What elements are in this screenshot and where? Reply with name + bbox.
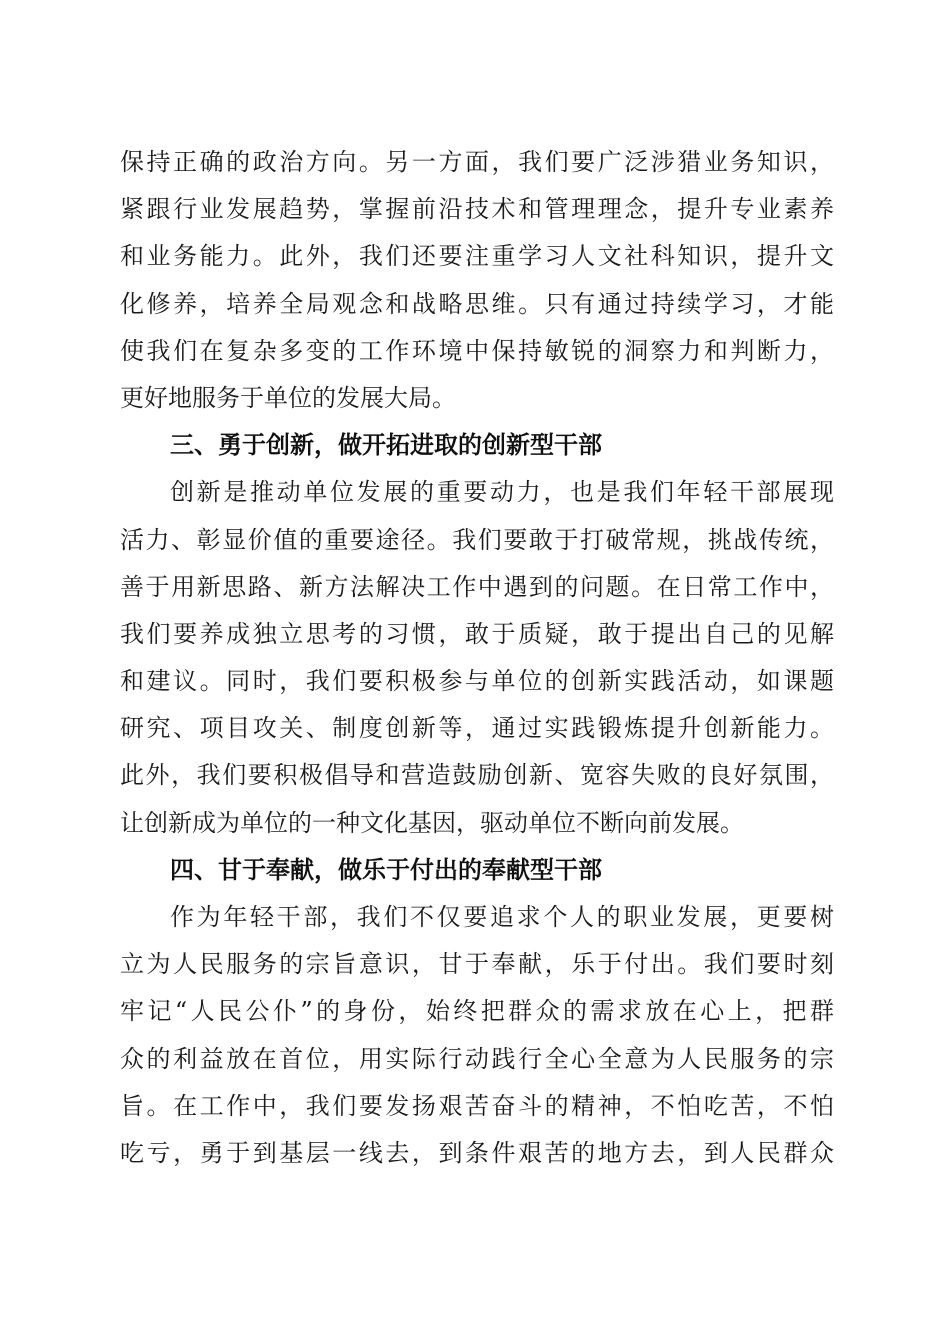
paragraph-line: 此外，我们要积极倡导和营造鼓励创新、宽容失败的良好氛围， [120,761,834,790]
paragraph-line: 立为人民服务的宗旨意识，甘于奉献，乐于付出。我们要时刻 [120,950,834,979]
paragraph-line: 牢记“人民公仆”的身份，始终把群众的需求放在心上，把群 [120,997,834,1026]
paragraph-line: 和建议。同时，我们要积极参与单位的创新实践活动，如课题 [120,667,834,696]
paragraph [120,139,834,422]
paragraph-line: 和业务能力。此外，我们还要注重学习人文社科知识，提升文 [120,242,834,271]
paragraph-line: 旨。在工作中，我们要发扬艰苦奋斗的精神，不怕吃苦，不怕 [120,1091,834,1120]
paragraph [120,894,834,1177]
paragraph-line: 使我们在复杂多变的工作环境中保持敏锐的洞察力和判断力， [120,336,834,365]
paragraph-line: 更好地服务于单位的发展大局。 [120,383,456,412]
paragraph-line: 化修养，培养全局观念和战略思维。只有通过持续学习，才能 [120,289,834,318]
section-heading: 三、勇于创新，做开拓进取的创新型干部 [170,431,602,460]
section-heading: 四、甘于奉献，做乐于付出的奉献型干部 [170,855,602,884]
paragraph-line: 我们要养成独立思考的习惯，敢于质疑，敢于提出自己的见解 [120,619,834,648]
paragraph-line: 善于用新思路、新方法解决工作中遇到的问题。在日常工作中， [120,572,834,601]
paragraph-line: 创新是推动单位发展的重要动力，也是我们年轻干部展现 [170,478,834,507]
paragraph-line: 研究、项目攻关、制度创新等，通过实践锻炼提升创新能力。 [120,714,834,743]
paragraph-line: 紧跟行业发展趋势，掌握前沿技术和管理理念，提升专业素养 [120,195,834,224]
paragraph-line: 吃亏，勇于到基层一线去，到条件艰苦的地方去，到人民群众 [120,1138,834,1167]
paragraph-line: 活力、彰显价值的重要途径。我们要敢于打破常规，挑战传统， [120,525,834,554]
paragraph [120,469,834,847]
document-body [120,139,834,1177]
paragraph-line: 作为年轻干部，我们不仅要追求个人的职业发展，更要树 [170,903,834,931]
paragraph-line: 让创新成为单位的一种文化基因，驱动单位不断向前发展。 [120,808,744,837]
paragraph-line: 保持正确的政治方向。另一方面，我们要广泛涉猎业务知识， [120,148,834,176]
paragraph-line: 众的利益放在首位，用实际行动践行全心全意为人民服务的宗 [120,1044,834,1073]
